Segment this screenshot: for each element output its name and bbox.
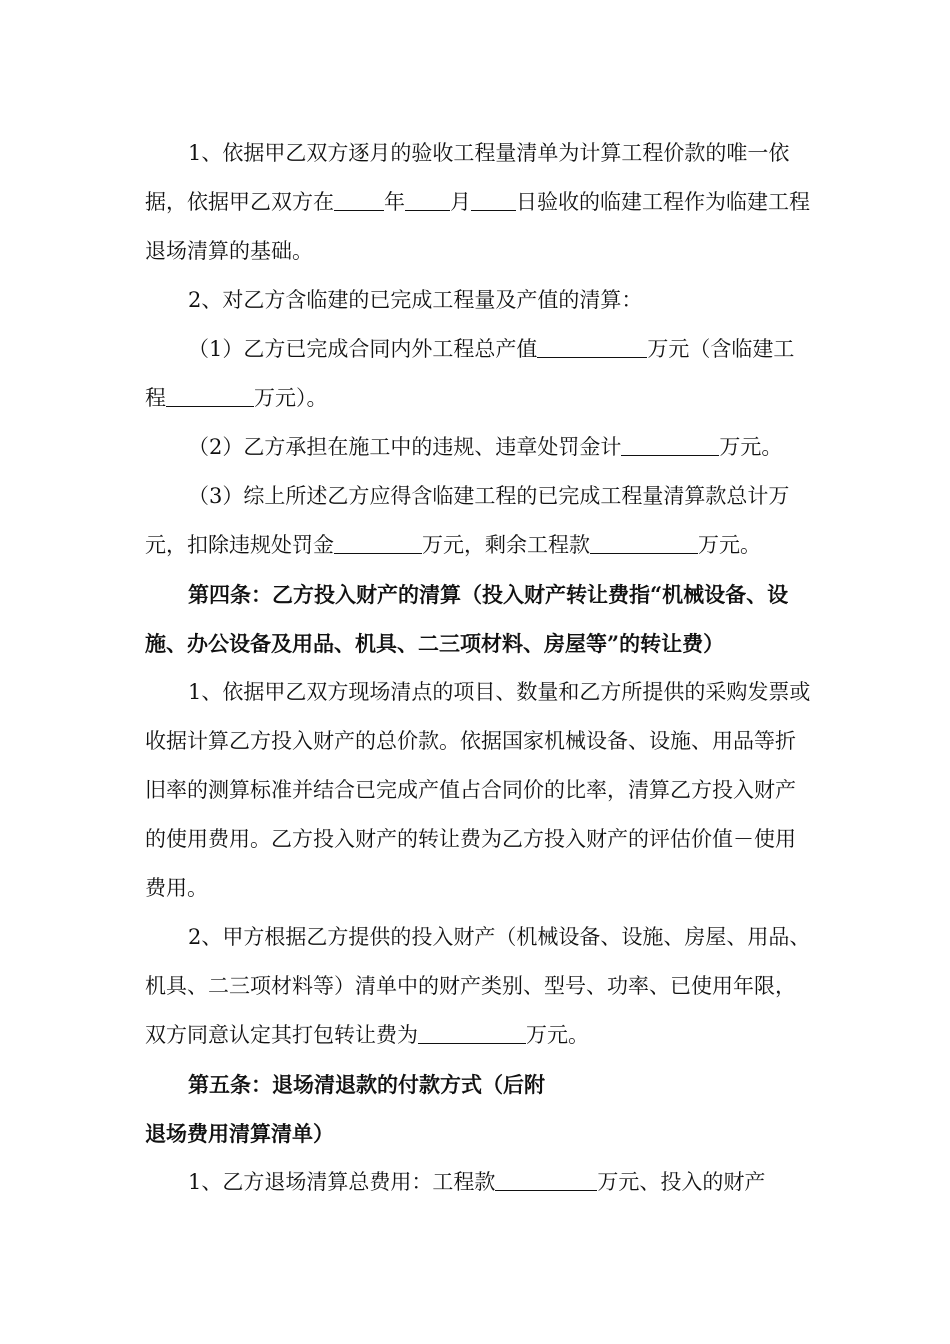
blank-penalty	[621, 429, 719, 456]
blank-penalty-deduction	[334, 527, 422, 554]
blank-remaining-payment	[590, 527, 698, 554]
text: 1、依据甲乙双方现场清点的项目、数量和乙方所提供的采购发票或收据计算乙方投入财产的总价款。依据国家机械设备、设施、用品等折旧率的测算标准并结合已完成产值占合同价的比率，清算乙方投入财产的使用费用。乙方投入财产的转让费为乙方投入财产的评估价值－使用费用。	[145, 680, 811, 900]
text: 万元）。	[254, 386, 328, 410]
blank-temporary-works	[166, 380, 254, 407]
text: 第四条：乙方投入财产的清算（投入财产转让费指“机械设备、设施、办公设备及用品、机具、二三项材料、房屋等”的转让费）	[145, 582, 789, 656]
text: 年	[384, 190, 405, 214]
text: 万元。	[526, 1023, 589, 1047]
paragraph-item-3	[145, 472, 815, 570]
text: 2、对乙方含临建的已完成工程量及产值的清算：	[188, 288, 643, 312]
paragraph-output-settlement	[145, 276, 815, 325]
blank-transfer-fee	[418, 1017, 526, 1044]
paragraph-asset-valuation	[145, 668, 815, 913]
article-5-heading	[145, 1060, 815, 1158]
text: 万元。	[698, 533, 761, 557]
text: 万元、投入的财产	[597, 1170, 766, 1194]
blank-engineering-payment	[495, 1164, 597, 1191]
text: （3）综上所述乙方应得含临建工程的已完成工程量清算款总计万元，扣除违规处罚金	[145, 484, 790, 557]
article-4-heading	[145, 570, 815, 668]
paragraph-transfer-fee	[145, 913, 815, 1060]
blank-month	[405, 184, 450, 211]
paragraph-acceptance-basis	[145, 129, 815, 276]
text: 月	[450, 190, 471, 214]
text: 万元，剩余工程款	[422, 533, 590, 557]
text: 日验收的临建工程作为临建工程退场清算的基础。	[145, 190, 810, 263]
text: （2）乙方承担在施工中的违规、违章处罚金计	[188, 435, 622, 459]
text: 2、甲方根据乙方提供的投入财产（机械设备、设施、房屋、用品、机具、二三项材料等）清单中的财产类别、型号、功率、已使用年限，双方同意认定其打包转让费为	[145, 925, 811, 1047]
text: 万元（含临建工程	[145, 337, 795, 410]
blank-total-output	[537, 331, 647, 358]
text: 1、依据甲乙双方逐月的验收工程量清单为计算工程价款的唯一依据，依据甲乙双方在	[145, 141, 790, 214]
text: 万元。	[719, 435, 783, 459]
paragraph-item-2	[145, 423, 815, 472]
text: （1）乙方已完成合同内外工程总产值	[188, 337, 538, 361]
blank-year	[334, 184, 384, 211]
paragraph-total-settlement	[145, 1158, 815, 1207]
text: 第五条：退场清退款的付款方式（后附	[188, 1072, 545, 1097]
text: 1、乙方退场清算总费用：工程款	[188, 1170, 496, 1194]
paragraph-item-1	[145, 325, 815, 423]
text: 退场费用清算清单）	[145, 1121, 334, 1146]
blank-day	[471, 184, 516, 211]
